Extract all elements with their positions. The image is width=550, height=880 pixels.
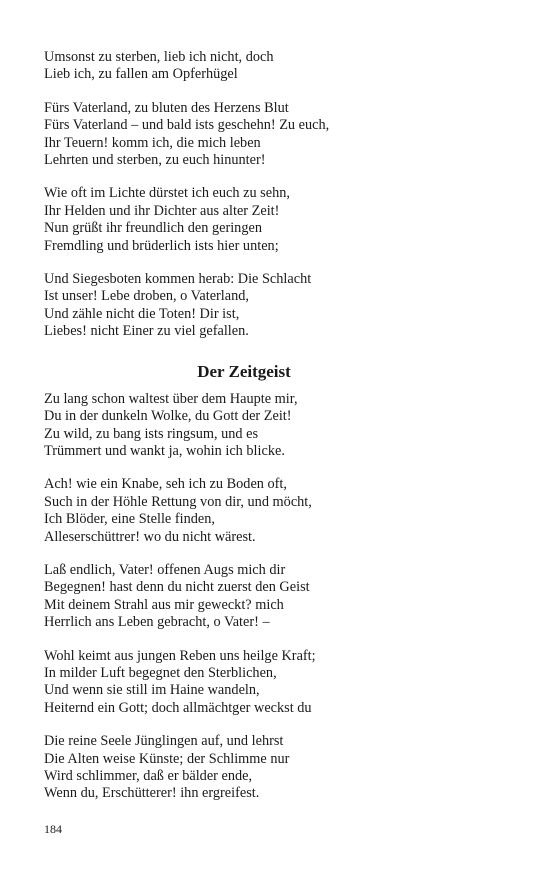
stanza: [44, 100, 514, 170]
verse-line: Umsonst zu sterben, lieb ich nicht, doch: [44, 49, 274, 65]
verse-line: Begegnen! hast denn du nicht zuerst den Geist: [44, 579, 310, 596]
page-number: 184: [44, 822, 62, 836]
stanza: [44, 271, 514, 341]
verse-line: Zu wild, zu bang ists ringsum, und es: [44, 425, 259, 442]
verse-line: Liebes! nicht Einer zu viel gefallen.: [44, 323, 249, 340]
verse-line: In milder Luft begegnet den Sterblichen,: [44, 664, 277, 681]
verse-line: Herrlich ans Leben gebracht, o Vater! –: [44, 614, 270, 631]
verse-line: Die reine Seele Jünglingen auf, und lehrst: [44, 733, 284, 750]
poem-title: Der Zeitgeist: [197, 361, 291, 381]
verse-line: Wird schlimmer, daß er bälder ende,: [44, 768, 253, 784]
page-content: [44, 49, 514, 803]
verse-line: Fürs Vaterland, zu bluten des Herzens Blut: [44, 99, 289, 116]
stanza: [44, 185, 514, 255]
verse-line: Ach! wie ein Knabe, seh ich zu Boden oft,: [44, 476, 287, 493]
verse-line: Ihr Teuern! komm ich, die mich leben: [44, 134, 261, 151]
stanza: [44, 391, 514, 461]
verse-line: Nun grüßt ihr freundlich den geringen: [44, 220, 262, 237]
verse-line: Die Alten weise Künste; der Schlimme nur: [44, 750, 290, 767]
verse-line: Fremdling und brüderlich ists hier unten;: [44, 237, 279, 254]
verse-line: Alleserschüttrer! wo du nicht wärest.: [44, 528, 256, 545]
verse-line: Und wenn sie still im Haine wandeln,: [44, 682, 260, 699]
verse-line: Ihr Helden und ihr Dichter aus alter Zeit!: [44, 202, 280, 219]
verse-line: Ist unser! Lebe droben, o Vaterland,: [44, 288, 249, 305]
verse-line: Trümmert und wankt ja, wohin ich blicke.: [44, 442, 285, 459]
stanza: [44, 49, 514, 84]
verse-line: Lehrten und sterben, zu euch hinunter!: [44, 152, 266, 169]
verse-line: Wenn du, Erschütterer! ihn ergreifest.: [44, 785, 260, 802]
verse-line: Und zähle nicht die Toten! Dir ist,: [44, 305, 240, 322]
stanza: [44, 562, 514, 632]
verse-line: Laß endlich, Vater! offenen Augs mich dir: [44, 561, 286, 578]
verse-line: Wie oft im Lichte dürstet ich euch zu sehn,: [44, 185, 290, 202]
verse-line: Heiternd ein Gott; doch allmächtger weckst du: [44, 699, 312, 716]
verse-line: Und Siegesboten kommen herab: Die Schlacht: [44, 271, 312, 288]
stanza: [44, 648, 514, 718]
verse-line: Wohl keimt aus jungen Reben uns heilge Kraft;: [44, 647, 316, 664]
verse-line: Such in der Höhle Rettung von dir, und möcht,: [44, 493, 312, 510]
verse-line: Zu lang schon waltest über dem Haupte mir,: [44, 390, 298, 407]
verse-line: Ich Blöder, eine Stelle finden,: [44, 511, 215, 528]
verse-line: Mit deinem Strahl aus mir geweckt? mich: [44, 596, 284, 613]
verse-line: Du in der dunkeln Wolke, du Gott der Zeit!: [44, 408, 292, 425]
verse-line: Fürs Vaterland – und bald ists geschehn! Zu euch,: [44, 117, 330, 134]
verse-line: Lieb ich, zu fallen am Opferhügel: [44, 66, 238, 83]
stanza: [44, 476, 514, 546]
stanza: [44, 733, 514, 803]
